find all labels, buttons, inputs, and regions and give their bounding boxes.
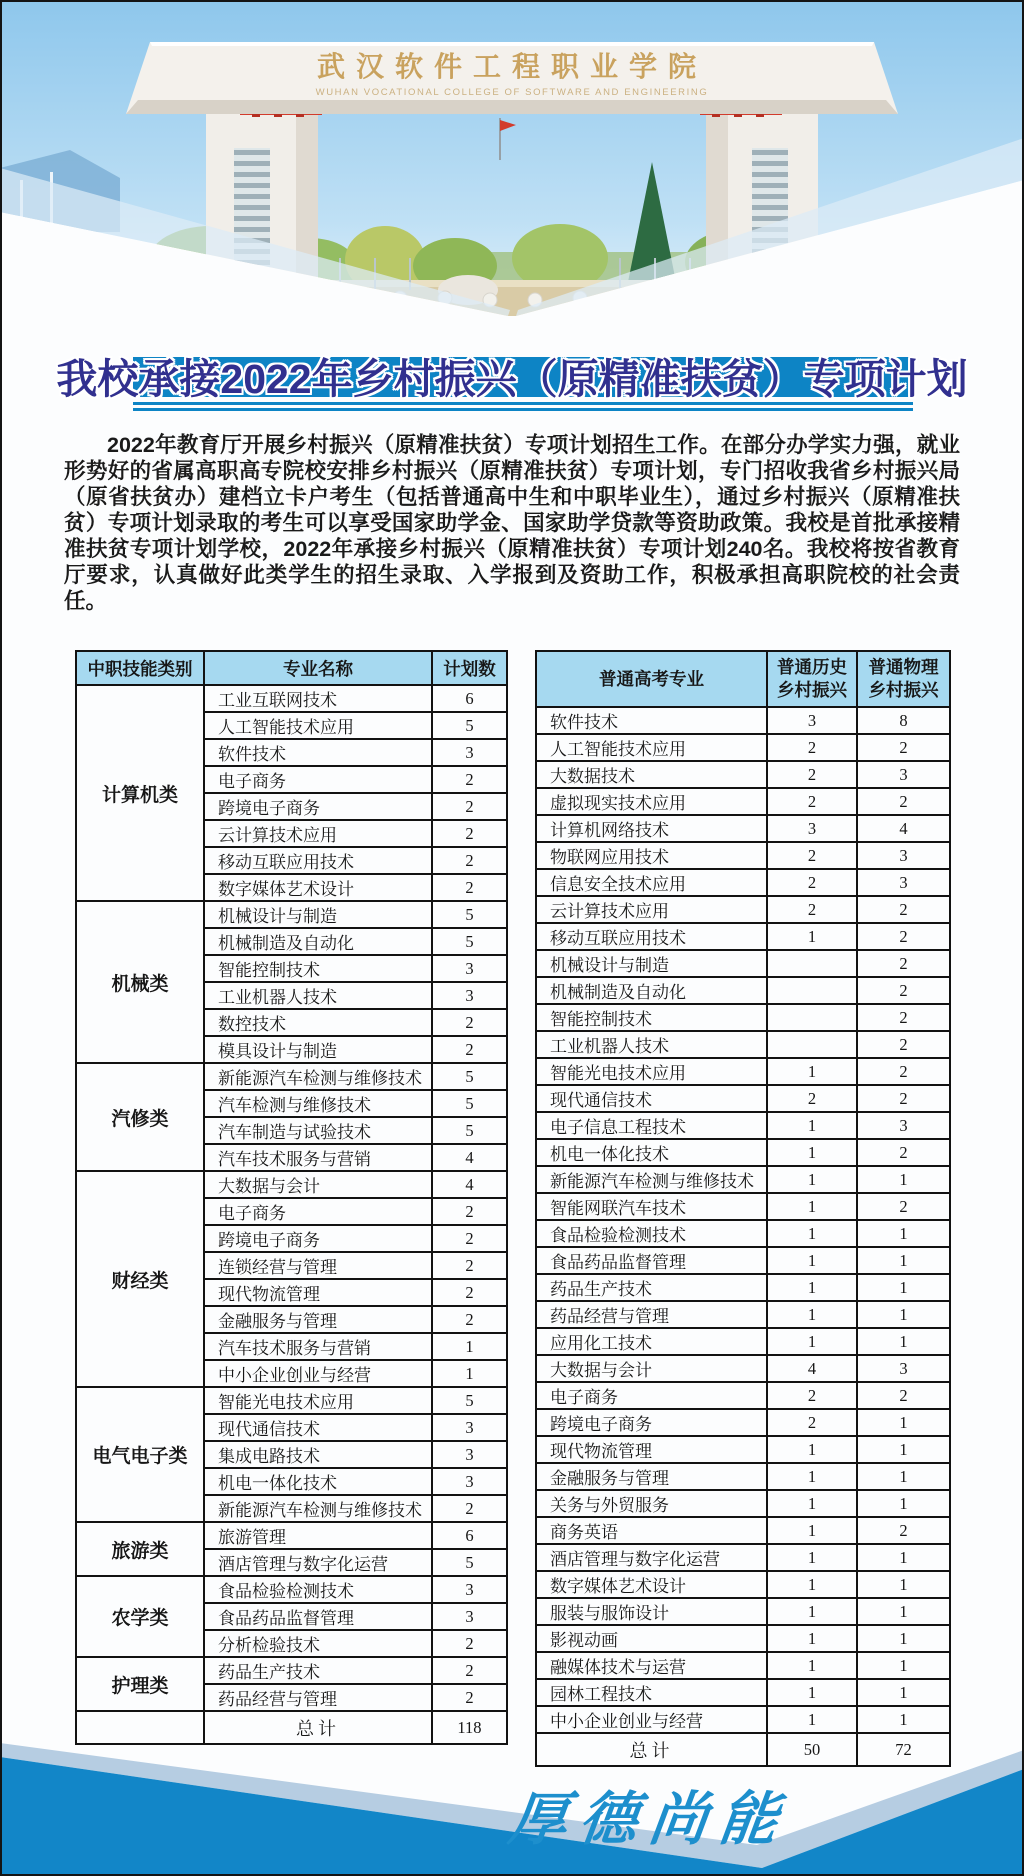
major-cell: 软件技术 xyxy=(204,739,432,766)
table-row xyxy=(536,707,950,734)
total-physics-cell: 72 xyxy=(857,1733,950,1766)
table-row xyxy=(536,1328,950,1355)
history-count-cell: 1 xyxy=(767,1139,857,1166)
table-row xyxy=(536,1679,950,1706)
table-row xyxy=(76,685,507,712)
table-row xyxy=(536,1625,950,1652)
table-row xyxy=(536,788,950,815)
table-row xyxy=(536,1463,950,1490)
history-count-cell: 4 xyxy=(767,1355,857,1382)
physics-count-cell: 3 xyxy=(857,1355,950,1382)
total-count-cell: 118 xyxy=(432,1711,507,1744)
major-cell: 机械设计与制造 xyxy=(536,950,767,977)
table-row xyxy=(536,950,950,977)
history-count-cell: 3 xyxy=(767,707,857,734)
major-cell: 工业机器人技术 xyxy=(536,1031,767,1058)
major-cell: 现代物流管理 xyxy=(204,1279,432,1306)
plan-count-cell: 3 xyxy=(432,955,507,982)
major-cell: 云计算技术应用 xyxy=(204,820,432,847)
major-cell: 新能源汽车检测与维修技术 xyxy=(536,1166,767,1193)
history-count-cell xyxy=(767,1031,857,1058)
table-row xyxy=(536,1220,950,1247)
physics-count-cell: 1 xyxy=(857,1166,950,1193)
header-physics-line1: 普通物理 xyxy=(868,657,939,678)
physics-count-cell: 3 xyxy=(857,842,950,869)
header-plan-count: 计划数 xyxy=(432,651,507,685)
header-skill-category: 中职技能类别 xyxy=(76,651,204,685)
major-cell: 药品生产技术 xyxy=(536,1274,767,1301)
physics-count-cell: 4 xyxy=(857,815,950,842)
table-row xyxy=(76,1576,507,1603)
table-row xyxy=(536,1112,950,1139)
plan-count-cell: 2 xyxy=(432,1225,507,1252)
major-cell: 应用化工技术 xyxy=(536,1328,767,1355)
table-row xyxy=(536,1166,950,1193)
physics-count-cell: 1 xyxy=(857,1274,950,1301)
school-name-cn: 武汉软件工程职业学院 xyxy=(316,50,708,83)
header-physics-track xyxy=(857,651,950,707)
table-row xyxy=(536,1247,950,1274)
plan-count-cell: 2 xyxy=(432,1684,507,1711)
history-count-cell xyxy=(767,950,857,977)
plan-count-cell: 2 xyxy=(432,766,507,793)
header-physics-line2: 乡村振兴 xyxy=(868,680,939,700)
physics-count-cell: 1 xyxy=(857,1490,950,1517)
header-history-line1: 普通历史 xyxy=(777,657,847,678)
table-header-row xyxy=(76,651,507,685)
header-major-name: 专业名称 xyxy=(204,651,432,685)
history-count-cell: 1 xyxy=(767,1436,857,1463)
plan-count-cell: 3 xyxy=(432,1603,507,1630)
physics-count-cell: 1 xyxy=(857,1328,950,1355)
header-gaokao-major: 普通高考专业 xyxy=(536,651,767,707)
plan-count-cell: 2 xyxy=(432,1036,507,1063)
table-row xyxy=(536,1544,950,1571)
physics-count-cell: 1 xyxy=(857,1436,950,1463)
major-cell: 工业机器人技术 xyxy=(204,982,432,1009)
history-count-cell: 1 xyxy=(767,1220,857,1247)
major-cell: 信息安全技术应用 xyxy=(536,869,767,896)
total-row xyxy=(536,1733,950,1766)
history-count-cell: 2 xyxy=(767,1409,857,1436)
table-row xyxy=(536,761,950,788)
major-cell: 移动互联应用技术 xyxy=(536,923,767,950)
major-cell: 现代物流管理 xyxy=(536,1436,767,1463)
major-cell: 药品经营与管理 xyxy=(204,1684,432,1711)
plan-count-cell: 5 xyxy=(432,1549,507,1576)
major-cell: 智能控制技术 xyxy=(204,955,432,982)
history-count-cell: 1 xyxy=(767,1571,857,1598)
gate-beam xyxy=(126,42,898,114)
physics-count-cell: 1 xyxy=(857,1652,950,1679)
table-row xyxy=(76,1657,507,1684)
major-cell: 旅游管理 xyxy=(204,1522,432,1549)
major-cell: 服装与服饰设计 xyxy=(536,1598,767,1625)
major-cell: 机械制造及自动化 xyxy=(204,928,432,955)
total-history-cell: 50 xyxy=(767,1733,857,1766)
physics-count-cell: 2 xyxy=(857,977,950,1004)
major-cell: 数字媒体艺术设计 xyxy=(536,1571,767,1598)
plan-count-cell: 5 xyxy=(432,712,507,739)
physics-count-cell: 1 xyxy=(857,1409,950,1436)
vocational-plan-table xyxy=(75,650,508,1745)
major-cell: 影视动画 xyxy=(536,1625,767,1652)
physics-count-cell: 1 xyxy=(857,1463,950,1490)
history-count-cell: 2 xyxy=(767,734,857,761)
table-row xyxy=(536,1193,950,1220)
history-count-cell: 1 xyxy=(767,1679,857,1706)
major-cell: 大数据与会计 xyxy=(204,1171,432,1198)
plan-count-cell: 2 xyxy=(432,1279,507,1306)
plan-count-cell: 5 xyxy=(432,928,507,955)
major-cell: 融媒体技术与运营 xyxy=(536,1652,767,1679)
major-cell: 电子信息工程技术 xyxy=(536,1112,767,1139)
table-row xyxy=(536,1490,950,1517)
plan-count-cell: 2 xyxy=(432,1252,507,1279)
major-cell: 药品生产技术 xyxy=(204,1657,432,1684)
history-count-cell: 2 xyxy=(767,761,857,788)
plan-count-cell: 6 xyxy=(432,1522,507,1549)
plan-count-cell: 4 xyxy=(432,1171,507,1198)
plan-count-cell: 2 xyxy=(432,1306,507,1333)
table-row xyxy=(536,1085,950,1112)
major-cell: 机电一体化技术 xyxy=(204,1468,432,1495)
history-count-cell: 1 xyxy=(767,1706,857,1733)
major-cell: 大数据与会计 xyxy=(536,1355,767,1382)
major-cell: 人工智能技术应用 xyxy=(536,734,767,761)
plan-count-cell: 5 xyxy=(432,1090,507,1117)
plan-count-cell: 2 xyxy=(432,1657,507,1684)
category-cell: 农学类 xyxy=(76,1576,204,1657)
table-row xyxy=(536,815,950,842)
major-cell: 智能控制技术 xyxy=(536,1004,767,1031)
major-cell: 汽车技术服务与营销 xyxy=(204,1144,432,1171)
major-cell: 虚拟现实技术应用 xyxy=(536,788,767,815)
major-cell: 食品检验检测技术 xyxy=(536,1220,767,1247)
history-count-cell xyxy=(767,1004,857,1031)
category-cell: 汽修类 xyxy=(76,1063,204,1171)
table-row xyxy=(536,1355,950,1382)
history-count-cell: 2 xyxy=(767,788,857,815)
history-count-cell: 2 xyxy=(767,896,857,923)
table-row xyxy=(536,1058,950,1085)
table-row xyxy=(536,1274,950,1301)
history-count-cell: 1 xyxy=(767,1301,857,1328)
major-cell: 软件技术 xyxy=(536,707,767,734)
history-count-cell: 1 xyxy=(767,1247,857,1274)
physics-count-cell: 2 xyxy=(857,950,950,977)
history-count-cell: 1 xyxy=(767,1166,857,1193)
major-cell: 金融服务与管理 xyxy=(204,1306,432,1333)
intro-paragraph: 2022年教育厅开展乡村振兴（原精准扶贫）专项计划招生工作。在部分办学实力强，就业形势好的省属高职高专院校安排乡村振兴（原精准扶贫）专项计划，专门招收我省乡村振兴局（原省扶贫办）建档立卡户考生（包括普通高中生和中职毕业生），通过乡村振兴（原精准扶贫）专项计划录取的考生可以享受国家助学金、国家助学贷款等资助政策。我校是首批承接精准扶贫专项计划学校，2022年承接乡村振兴（原精准扶贫）专项计划240名。我校将按省教育厅要求，认真做好此类学生的招生录取、入学报到及资助工作，积极承担高职院校的社会责任。 xyxy=(64,433,960,613)
major-cell: 大数据技术 xyxy=(536,761,767,788)
page-title: 我校承接2022年乡村振兴（原精准扶贫）专项计划 xyxy=(56,356,968,402)
major-cell: 新能源汽车检测与维修技术 xyxy=(204,1063,432,1090)
table-row xyxy=(536,1382,950,1409)
physics-count-cell: 2 xyxy=(857,1085,950,1112)
major-cell: 模具设计与制造 xyxy=(204,1036,432,1063)
table-row xyxy=(76,1387,507,1414)
school-name-en: WUHAN VOCATIONAL COLLEGE OF SOFTWARE AND ENGINEERING xyxy=(315,87,709,98)
physics-count-cell: 1 xyxy=(857,1679,950,1706)
table-row xyxy=(536,1409,950,1436)
history-count-cell: 1 xyxy=(767,1544,857,1571)
plan-count-cell: 2 xyxy=(432,1198,507,1225)
plan-count-cell: 4 xyxy=(432,1144,507,1171)
major-cell: 关务与外贸服务 xyxy=(536,1490,767,1517)
major-cell: 数字媒体艺术设计 xyxy=(204,874,432,901)
plan-count-cell: 3 xyxy=(432,1441,507,1468)
physics-count-cell: 1 xyxy=(857,1571,950,1598)
total-label-cell: 总计 xyxy=(536,1733,767,1766)
category-cell: 财经类 xyxy=(76,1171,204,1387)
plan-count-cell: 2 xyxy=(432,1630,507,1657)
table-row xyxy=(76,1522,507,1549)
major-cell: 现代通信技术 xyxy=(536,1085,767,1112)
plan-count-cell: 3 xyxy=(432,739,507,766)
physics-count-cell: 3 xyxy=(857,1112,950,1139)
history-count-cell: 1 xyxy=(767,1112,857,1139)
table-row xyxy=(536,1652,950,1679)
physics-count-cell: 1 xyxy=(857,1301,950,1328)
history-count-cell: 2 xyxy=(767,842,857,869)
plan-count-cell: 6 xyxy=(432,685,507,712)
major-cell: 人工智能技术应用 xyxy=(204,712,432,739)
major-cell: 智能光电技术应用 xyxy=(536,1058,767,1085)
physics-count-cell: 2 xyxy=(857,1058,950,1085)
history-count-cell: 2 xyxy=(767,1382,857,1409)
history-count-cell: 1 xyxy=(767,1625,857,1652)
major-cell: 金融服务与管理 xyxy=(536,1463,767,1490)
major-cell: 跨境电子商务 xyxy=(204,793,432,820)
physics-count-cell: 2 xyxy=(857,1031,950,1058)
table-row xyxy=(76,1063,507,1090)
physics-count-cell: 2 xyxy=(857,923,950,950)
header-history-line2: 乡村振兴 xyxy=(777,680,847,700)
physics-count-cell: 3 xyxy=(857,869,950,896)
table-row xyxy=(536,1004,950,1031)
major-cell: 现代通信技术 xyxy=(204,1414,432,1441)
table-row xyxy=(536,1571,950,1598)
plan-count-cell: 1 xyxy=(432,1333,507,1360)
total-label-cell: 总计 xyxy=(204,1711,432,1744)
history-count-cell: 1 xyxy=(767,923,857,950)
major-cell: 中小企业创业与经营 xyxy=(536,1706,767,1733)
category-cell xyxy=(76,1711,204,1744)
physics-count-cell: 1 xyxy=(857,1544,950,1571)
table-row xyxy=(536,1598,950,1625)
plan-count-cell: 2 xyxy=(432,847,507,874)
major-cell: 食品药品监督管理 xyxy=(204,1603,432,1630)
table-row xyxy=(536,842,950,869)
major-cell: 智能光电技术应用 xyxy=(204,1387,432,1414)
history-count-cell: 2 xyxy=(767,1085,857,1112)
table-row xyxy=(536,1139,950,1166)
category-cell: 计算机类 xyxy=(76,685,204,901)
plan-count-cell: 5 xyxy=(432,1117,507,1144)
history-count-cell: 1 xyxy=(767,1328,857,1355)
physics-count-cell: 2 xyxy=(857,1139,950,1166)
plan-count-cell: 2 xyxy=(432,1009,507,1036)
physics-count-cell: 1 xyxy=(857,1706,950,1733)
physics-count-cell: 2 xyxy=(857,1382,950,1409)
plan-count-cell: 2 xyxy=(432,820,507,847)
physics-count-cell: 1 xyxy=(857,1625,950,1652)
plan-count-cell: 2 xyxy=(432,1495,507,1522)
major-cell: 商务英语 xyxy=(536,1517,767,1544)
table-row xyxy=(536,977,950,1004)
table-row xyxy=(76,1171,507,1198)
table-row xyxy=(536,1517,950,1544)
physics-count-cell: 2 xyxy=(857,1193,950,1220)
major-cell: 智能网联汽车技术 xyxy=(536,1193,767,1220)
plan-count-cell: 3 xyxy=(432,1414,507,1441)
physics-count-cell: 2 xyxy=(857,788,950,815)
history-count-cell xyxy=(767,977,857,1004)
table-row xyxy=(536,1436,950,1463)
table-row xyxy=(536,869,950,896)
table-row xyxy=(76,901,507,928)
table-row xyxy=(536,896,950,923)
plan-count-cell: 5 xyxy=(432,901,507,928)
plan-count-cell: 1 xyxy=(432,1360,507,1387)
plan-count-cell: 2 xyxy=(432,874,507,901)
plan-count-cell: 3 xyxy=(432,1468,507,1495)
major-cell: 汽车制造与试验技术 xyxy=(204,1117,432,1144)
physics-count-cell: 1 xyxy=(857,1247,950,1274)
physics-count-cell: 1 xyxy=(857,1598,950,1625)
major-cell: 机械制造及自动化 xyxy=(536,977,767,1004)
physics-count-cell: 8 xyxy=(857,707,950,734)
physics-count-cell: 2 xyxy=(857,734,950,761)
major-cell: 数控技术 xyxy=(204,1009,432,1036)
plan-count-cell: 5 xyxy=(432,1387,507,1414)
campus-photo xyxy=(0,0,1024,316)
major-cell: 电子商务 xyxy=(204,1198,432,1225)
major-cell: 酒店管理与数字化运营 xyxy=(536,1544,767,1571)
major-cell: 跨境电子商务 xyxy=(536,1409,767,1436)
plan-count-cell: 5 xyxy=(432,1063,507,1090)
plan-count-cell: 2 xyxy=(432,793,507,820)
school-motto: 厚德尚能 xyxy=(505,1785,794,1853)
major-cell: 机械设计与制造 xyxy=(204,901,432,928)
major-cell: 中小企业创业与经营 xyxy=(204,1360,432,1387)
major-cell: 电子商务 xyxy=(536,1382,767,1409)
category-cell: 电气电子类 xyxy=(76,1387,204,1522)
physics-count-cell: 1 xyxy=(857,1220,950,1247)
major-cell: 汽车检测与维修技术 xyxy=(204,1090,432,1117)
major-cell: 食品检验检测技术 xyxy=(204,1576,432,1603)
major-cell: 电子商务 xyxy=(204,766,432,793)
history-count-cell: 1 xyxy=(767,1652,857,1679)
history-count-cell: 1 xyxy=(767,1463,857,1490)
major-cell: 园林工程技术 xyxy=(536,1679,767,1706)
plan-count-cell: 3 xyxy=(432,1576,507,1603)
header-history-track xyxy=(767,651,857,707)
major-cell: 移动互联应用技术 xyxy=(204,847,432,874)
history-count-cell: 1 xyxy=(767,1490,857,1517)
gaokao-plan-table xyxy=(535,650,951,1767)
category-cell: 护理类 xyxy=(76,1657,204,1711)
major-cell: 计算机网络技术 xyxy=(536,815,767,842)
history-count-cell: 1 xyxy=(767,1517,857,1544)
table-row xyxy=(536,734,950,761)
major-cell: 汽车技术服务与营销 xyxy=(204,1333,432,1360)
table-row xyxy=(536,1301,950,1328)
history-count-cell: 1 xyxy=(767,1598,857,1625)
table-row xyxy=(536,923,950,950)
category-cell: 旅游类 xyxy=(76,1522,204,1576)
physics-count-cell: 2 xyxy=(857,1004,950,1031)
table-row xyxy=(536,1031,950,1058)
physics-count-cell: 2 xyxy=(857,1517,950,1544)
history-count-cell: 1 xyxy=(767,1193,857,1220)
physics-count-cell: 2 xyxy=(857,896,950,923)
table-row xyxy=(536,1706,950,1733)
plan-count-cell: 3 xyxy=(432,982,507,1009)
major-cell: 物联网应用技术 xyxy=(536,842,767,869)
history-count-cell: 1 xyxy=(767,1274,857,1301)
major-cell: 食品药品监督管理 xyxy=(536,1247,767,1274)
physics-count-cell: 3 xyxy=(857,761,950,788)
major-cell: 跨境电子商务 xyxy=(204,1225,432,1252)
major-cell: 云计算技术应用 xyxy=(536,896,767,923)
table-header-row xyxy=(536,651,950,707)
history-count-cell: 3 xyxy=(767,815,857,842)
history-count-cell: 2 xyxy=(767,869,857,896)
total-row xyxy=(76,1711,507,1744)
major-cell: 连锁经营与管理 xyxy=(204,1252,432,1279)
history-count-cell: 1 xyxy=(767,1058,857,1085)
major-cell: 分析检验技术 xyxy=(204,1630,432,1657)
major-cell: 药品经营与管理 xyxy=(536,1301,767,1328)
category-cell: 机械类 xyxy=(76,901,204,1063)
major-cell: 新能源汽车检测与维修技术 xyxy=(204,1495,432,1522)
major-cell: 机电一体化技术 xyxy=(536,1139,767,1166)
major-cell: 酒店管理与数字化运营 xyxy=(204,1549,432,1576)
major-cell: 工业互联网技术 xyxy=(204,685,432,712)
major-cell: 集成电路技术 xyxy=(204,1441,432,1468)
